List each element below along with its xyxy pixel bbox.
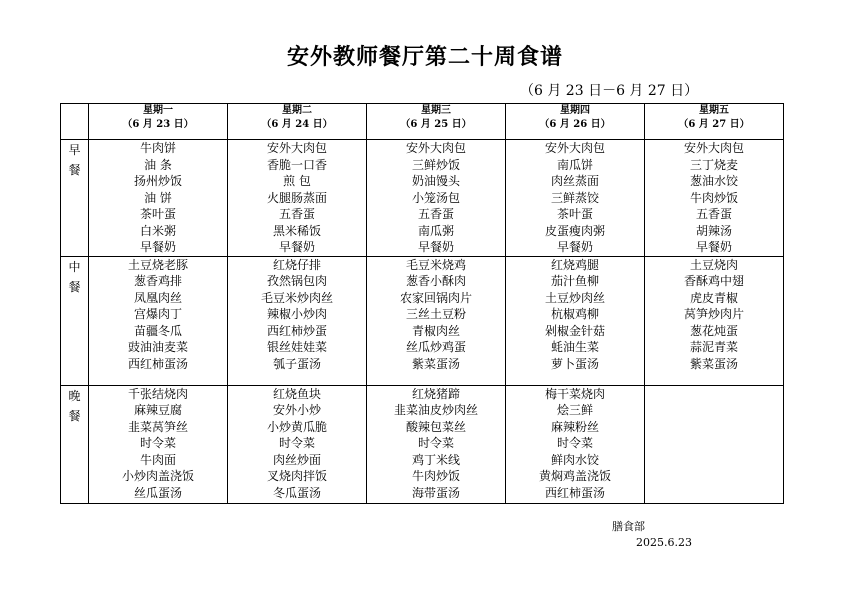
dish-item: 安外大肉包	[544, 141, 605, 155]
meal-row-breakfast	[61, 140, 784, 257]
dish-item: 西红柿蛋汤	[544, 485, 605, 500]
dish-item: 韭菜莴笋丝	[127, 419, 188, 434]
menu-cell-wed	[367, 140, 506, 257]
dish-item: 早餐奶	[139, 240, 176, 254]
day-date: （6 月 24 日）	[261, 119, 333, 130]
dish-item: 孜然锅包肉	[266, 274, 327, 288]
meal-label-char: 餐	[68, 408, 81, 423]
menu-cell-wed	[367, 256, 506, 385]
dish-item: 葱花炖蛋	[689, 323, 738, 338]
dish-item: 茶叶蛋	[139, 207, 176, 221]
dish-item: 安外大肉包	[683, 141, 744, 155]
dish-item: 南瓜粥	[417, 223, 454, 238]
day-header-tue	[228, 104, 367, 140]
day-date: （6 月 27 日）	[678, 119, 750, 130]
dish-item: 韭菜油皮炒肉丝	[393, 403, 478, 417]
dish-item: 油 条	[144, 157, 172, 172]
dish-item: 香酥鸡中翅	[683, 274, 744, 288]
dish-item: 肉丝蒸面	[550, 174, 599, 188]
dish-item: 紫菜蛋汤	[689, 356, 738, 371]
dish-item: 小炒肉盖浇饭	[121, 469, 194, 483]
dish-item: 黑米稀饭	[272, 223, 321, 238]
dish-item: 丝瓜炒鸡蛋	[405, 340, 466, 354]
meal-label	[61, 385, 89, 503]
dish-item: 牛肉炒饭	[689, 190, 738, 205]
meal-label-char: 中	[68, 259, 81, 274]
dish-item: 凤凰肉丝	[133, 290, 182, 305]
menu-cell-wed	[367, 385, 506, 503]
day-header-mon	[89, 104, 228, 140]
day-name: 星期五	[699, 105, 729, 116]
meal-label	[61, 256, 89, 385]
dish-item: 火腿肠蒸面	[266, 190, 327, 205]
menu-cell-fri	[645, 385, 784, 503]
dish-item: 牛肉面	[139, 452, 176, 467]
dish-item: 辣椒小炒肉	[266, 307, 327, 321]
menu-cell-thu	[506, 256, 645, 385]
dish-item: 土豆烧肉	[689, 257, 738, 272]
dish-item: 红烧猪蹄	[411, 386, 460, 401]
dish-item: 早餐奶	[417, 240, 454, 254]
dish-item: 早餐奶	[695, 240, 732, 254]
dish-item: 红烧仔排	[272, 257, 321, 272]
dish-item: 麻辣豆腐	[133, 403, 182, 417]
dish-item: 叉烧肉拌饭	[266, 469, 327, 483]
page-title: 安外教师餐厅第二十周食谱	[286, 45, 563, 70]
dish-item: 三丁烧麦	[689, 157, 738, 172]
dish-item: 冬瓜蛋汤	[272, 485, 321, 500]
dish-item: 红烧鱼块	[272, 386, 321, 401]
day-header-fri	[645, 104, 784, 140]
meal-label-char: 餐	[68, 163, 81, 177]
dish-item: 西红柿蛋汤	[127, 356, 188, 371]
dish-item: 三鲜蒸饺	[550, 190, 599, 205]
dish-item: 香脆一口香	[266, 157, 327, 172]
dish-item: 葱油水饺	[689, 174, 738, 188]
menu-cell-tue	[228, 256, 367, 385]
dish-item: 苗疆冬瓜	[133, 323, 182, 338]
menu-cell-fri	[645, 256, 784, 385]
date-range: （6 月 23 日－6 月 27 日）	[520, 83, 699, 99]
menu-cell-mon	[89, 385, 228, 503]
dish-item: 土豆烧老豚	[127, 257, 188, 272]
header-row	[61, 104, 784, 140]
dish-item: 葱香小酥肉	[405, 274, 466, 288]
dish-item: 鸡丁米线	[411, 452, 460, 467]
day-date: （6 月 26 日）	[539, 119, 611, 130]
dish-item: 五香蛋	[417, 207, 454, 221]
day-date: （6 月 23 日）	[122, 119, 194, 130]
menu-cell-mon	[89, 140, 228, 257]
dish-item: 白米粥	[139, 223, 176, 238]
dish-item: 虎皮青椒	[689, 290, 738, 305]
dish-item: 茄汁鱼柳	[550, 274, 599, 288]
meal-row-lunch	[61, 256, 784, 385]
dish-item: 烩三鲜	[556, 403, 593, 417]
dish-item: 萝卜蛋汤	[550, 356, 599, 371]
dish-item: 牛肉饼	[139, 141, 176, 155]
dish-item: 西红柿炒蛋	[266, 323, 327, 338]
menu-cell-thu	[506, 385, 645, 503]
dish-item: 毛豆米烧鸡	[405, 257, 466, 272]
dish-item: 扬州炒饭	[133, 174, 182, 188]
dish-item: 五香蛋	[278, 207, 315, 221]
dish-item: 海带蛋汤	[411, 485, 460, 500]
dish-item: 豉油油麦菜	[127, 340, 188, 354]
dish-item: 油 饼	[144, 190, 172, 205]
day-header-thu	[506, 104, 645, 140]
dish-item: 紫菜蛋汤	[411, 356, 460, 371]
dish-item: 葱香鸡排	[133, 274, 182, 288]
meal-row-dinner	[61, 385, 784, 503]
dish-item: 红烧鸡腿	[550, 257, 599, 272]
menu-cell-tue	[228, 385, 367, 503]
dish-item: 煎 包	[283, 174, 311, 188]
day-date: （6 月 25 日）	[400, 119, 472, 130]
dish-item: 胡辣汤	[695, 223, 732, 238]
meal-label-char: 晚	[68, 388, 81, 403]
dish-item: 时令菜	[139, 436, 176, 450]
dish-item: 三鲜炒饭	[411, 157, 460, 172]
menu-cell-thu	[506, 140, 645, 257]
dish-item: 杭椒鸡柳	[550, 307, 599, 321]
dish-item: 牛肉炒饭	[411, 469, 460, 483]
dish-item: 麻辣粉丝	[550, 419, 599, 434]
dish-item: 蒜泥青菜	[689, 340, 738, 354]
meal-label-char: 餐	[68, 279, 81, 294]
dish-item: 鲜肉水饺	[550, 452, 599, 467]
dish-item: 时令菜	[556, 436, 593, 450]
day-name: 星期四	[560, 105, 590, 116]
dish-item: 安外大肉包	[266, 141, 327, 155]
dish-item: 银丝娃娃菜	[266, 340, 327, 354]
department-signature: 膳食部	[612, 520, 645, 533]
dish-item: 梅干菜烧肉	[544, 386, 605, 401]
dish-item: 土豆炒肉丝	[544, 290, 605, 305]
menu-cell-mon	[89, 256, 228, 385]
dish-item: 肉丝炒面	[272, 452, 321, 467]
weekly-menu-table	[60, 103, 784, 504]
dish-item: 黄焖鸡盖浇饭	[538, 469, 611, 483]
dish-item: 茶叶蛋	[556, 207, 593, 221]
dish-item: 小笼汤包	[411, 190, 460, 205]
menu-cell-tue	[228, 140, 367, 257]
dish-item: 早餐奶	[556, 240, 593, 254]
dish-item: 青椒肉丝	[411, 323, 460, 338]
dish-item: 剁椒金针菇	[544, 323, 605, 338]
dish-item: 早餐奶	[278, 240, 315, 254]
dish-item: 莴笋炒肉片	[683, 307, 744, 321]
dish-item: 酸辣包菜丝	[405, 419, 466, 434]
day-header-wed	[367, 104, 506, 140]
day-name: 星期二	[282, 105, 312, 116]
dish-item: 皮蛋瘦肉粥	[544, 223, 605, 238]
issue-date: 2025.6.23	[636, 536, 692, 549]
day-name: 星期三	[421, 105, 451, 116]
dish-item: 五香蛋	[695, 207, 732, 221]
dish-item: 毛豆米炒肉丝	[260, 290, 333, 305]
dish-item: 安外大肉包	[405, 141, 466, 155]
dish-item: 农家回锅肉片	[399, 290, 472, 305]
dish-item: 时令菜	[278, 436, 315, 450]
dish-item: 南瓜饼	[556, 157, 593, 172]
menu-cell-fri	[645, 140, 784, 257]
corner-cell	[61, 104, 89, 140]
dish-item: 宫爆肉丁	[133, 307, 182, 321]
meal-label	[61, 140, 89, 257]
dish-item: 瓠子蛋汤	[272, 356, 321, 371]
dish-item: 安外小炒	[272, 403, 321, 417]
meal-label-char: 早	[68, 143, 81, 157]
dish-item: 丝瓜蛋汤	[133, 485, 182, 500]
dish-item: 时令菜	[417, 436, 454, 450]
dish-item: 小炒黄瓜脆	[266, 419, 327, 434]
dish-item: 千张结烧肉	[127, 386, 188, 401]
day-name: 星期一	[143, 105, 173, 116]
dish-item: 三丝土豆粉	[405, 307, 466, 321]
dish-item: 蚝油生菜	[550, 340, 599, 354]
dish-item: 奶油馒头	[411, 174, 460, 188]
